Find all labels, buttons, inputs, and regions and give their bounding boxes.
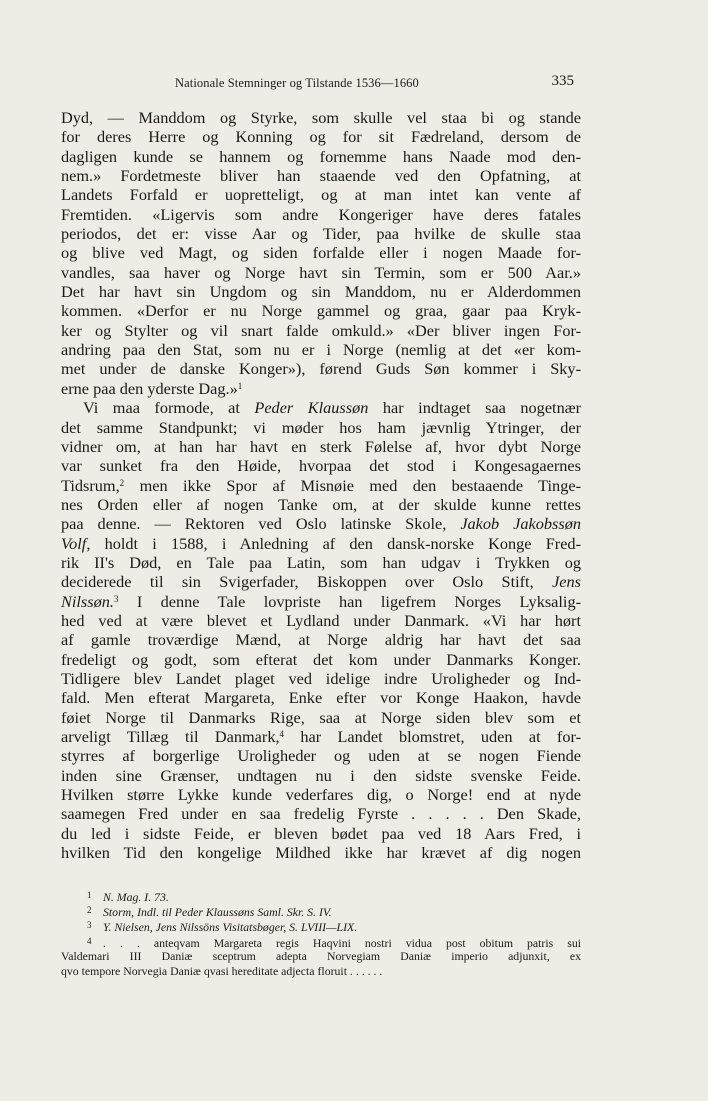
text-line: det samme Standpunkt; vi møder hos ham jævnlig Ytringer, der: [61, 417, 581, 437]
text-line: Tidligere blev Landet plaget ved idelige indre Uroligheder og Ind-: [61, 668, 581, 688]
footnote-ref: 3: [113, 593, 119, 604]
footnote-continuation: qvo tempore Norvegia Daniæ qvasi hereditate adjecta floruit . . . . . .: [61, 963, 383, 978]
text-line: dagligen kunde se hannem og fornemme hans Naade mod den-: [61, 146, 581, 166]
text-run: har indtaget saa nogetnær: [382, 398, 581, 418]
text-line: [61, 572, 581, 591]
text-line: hvilken Tid den kongelige Mildhed ikke har krævet af dig nogen: [61, 843, 581, 863]
page-number: 335: [551, 73, 574, 89]
footnote: [61, 903, 581, 918]
text-line: styrres af borgerlige Uroligheder og uden at se nogen Fiende: [61, 746, 581, 766]
text-line: af gamle troværdige Mænd, at Norge aldrig har havt det saa: [61, 630, 581, 650]
text-line: og blive ved Magt, og siden forfalde eller i nogen Maade for-: [61, 243, 581, 263]
text-line: [61, 476, 581, 495]
text-line: Dyd, — Manddom og Styrke, som skulle vel staa bi og stande: [61, 108, 581, 127]
text-line: Landets Forfald er uopretteligt, og at man intet kan vente af: [61, 185, 581, 205]
text-run: holdt i 1588, i Anledning af den dansk-norske Konge Fred-: [104, 533, 581, 553]
footnote-mark: 1: [87, 890, 92, 900]
person-name: Jens: [552, 572, 581, 592]
text-line: rik II's Død, en Tale paa Latin, som han udgav i Trykken og: [61, 552, 581, 572]
text-line: [61, 514, 581, 533]
text-run: deciderede til sin Svigerfader, Biskoppen over Oslo Stift,: [61, 572, 534, 592]
person-name: Peder Klaussøn: [254, 398, 369, 418]
text-line: Det har havt sin Ungdom og sin Manddom, nu er Alderdommen: [61, 282, 581, 302]
text-line: hed ved at være blevet et Lydland under Danmark. «Vi har hørt: [61, 610, 581, 630]
text-line: fredeligt og godt, som efterat det kom under Danmarks Konger.: [61, 649, 581, 669]
text-line: [61, 727, 581, 746]
footnote-ref: 1: [237, 380, 243, 391]
footnote: [61, 918, 581, 933]
body-text: [61, 108, 581, 862]
running-title: Nationale Stemninger og Tilstande 1536—1660: [175, 76, 419, 90]
text-line: kommen. «Derfor er nu Norge gammel og graa, gaar paa Kryk-: [61, 301, 581, 321]
footnote-text: Y. Nielsen, Jens Nilssöns Visitatsbøger, S. LVIII—LIX.: [103, 920, 358, 935]
text-line: Fremtiden. «Ligervis som andre Kongeriger have deres fatales: [61, 204, 581, 224]
text-line: [61, 534, 581, 553]
text-run: men ikke Spor af Misnøie med den bestaaende Tinge-: [139, 475, 581, 495]
text-line: var sunket fra den Høide, hvorpaa det stod i Kongesagaernes: [61, 456, 581, 476]
text-line: periodos, det er: visse Aar og Tider, paa hvilke de skulle staa: [61, 224, 581, 244]
footnote-continuation: Valdemari III Daniæ sceptrum adepta Norvegiam Daniæ imperio adjunxit, ex: [61, 948, 581, 963]
person-name: Volf,: [61, 533, 91, 553]
text-line: [61, 398, 581, 417]
text-line: vandles, saa haver og Norge havt sin Termin, som er 500 Aar.»: [61, 262, 581, 282]
text-line: met under de danske Konger»), førend Guds Søn kommer i Sky-: [61, 359, 581, 379]
text-line: andring paa den Stat, som nu er i Norge (nemlig at det «er kom-: [61, 340, 581, 360]
text-line: for deres Herre og Konning og for sit Fædreland, dersom de: [61, 127, 581, 147]
text-line: Hvilken større Lykke kunde vederfares dig, o Norge! end at nyde: [61, 785, 581, 805]
text-line: [61, 592, 581, 611]
footnote-mark: 4: [87, 935, 92, 946]
text-line: føiet Norge til Danmarks Rige, saa at Norge siden blev som et: [61, 707, 581, 727]
text-line: du led i sidste Feide, er bleven bødet paa ved 18 Aars Fred, i: [61, 823, 581, 843]
footnote: [61, 888, 581, 903]
text-run: paa denne. — Rektoren ved Oslo latinske Skole,: [61, 514, 447, 534]
footnote-ref: 4: [279, 729, 285, 739]
footnote-mark: 3: [87, 920, 92, 931]
text-line: inden sine Grænser, undtagen nu i den sidste svenske Feide.: [61, 765, 581, 785]
footnote-ref: 2: [119, 477, 125, 488]
footnote-text: N. Mag. I. 73.: [103, 890, 169, 904]
text-line: fald. Men efterat Margareta, Enke efter vor Konge Haakon, havde: [61, 688, 581, 708]
text-line: saamegen Fred under en saa fredelig Fyrste . . . . . Den Skade,: [61, 804, 581, 824]
footnote-mark: 2: [87, 905, 92, 916]
text-run: Tidsrum,: [61, 475, 120, 495]
text-line: vidner om, at han har havt en sterk Følelse af, hvor dybt Norge: [61, 436, 581, 456]
footnote-text: Storm, Indl. til Peder Klaussøns Saml. Skr. S. IV.: [103, 905, 332, 920]
text-run: har Landet blomstret, uden at for-: [300, 727, 581, 746]
footnote: [61, 934, 581, 949]
text-line: nes Orden eller af nogen Tanke om, at der skulde kunne rettes: [61, 494, 581, 514]
footnotes: [61, 888, 581, 979]
person-name: Jakob Jakobssøn: [460, 514, 581, 534]
text-line: nem.» Fordetmeste bliver han staaende ved den Opfatning, at: [61, 166, 581, 186]
text-run: erne paa den yderste Dag.»: [61, 378, 238, 398]
person-name: Nilssøn.: [61, 591, 114, 611]
footnote-text: . . . anteqvam Margareta regis Haqvini nostri vidua post obitum patris sui: [103, 935, 581, 950]
text-line: [61, 379, 581, 398]
text-line: ker og Stylter og vil snart falde omkuld.» «Der bliver ingen For-: [61, 320, 581, 340]
text-run: arveligt Tillæg til Danmark,: [61, 727, 280, 746]
text-run: I denne Tale lovpriste han ligefrem Norges Lyksalig-: [136, 591, 582, 611]
text-run: Vi maa formode, at: [83, 398, 240, 418]
